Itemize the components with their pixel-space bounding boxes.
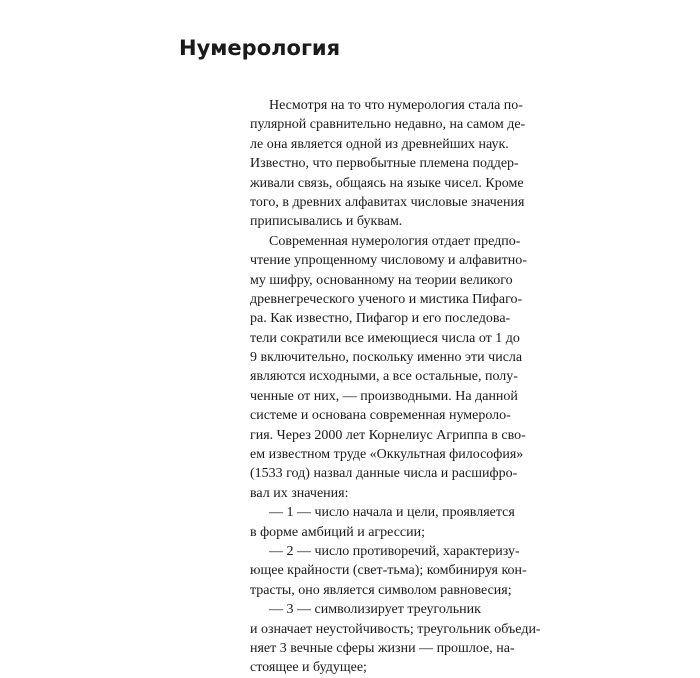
text-line: ченные от них, — производными. На данной: [250, 388, 518, 404]
text-line: чтение упрощенному числовому и алфавитно-: [250, 253, 527, 269]
text-line: живали связь, общаясь на языке чисел. Кроме: [250, 175, 524, 191]
text-line: 9 включительно, поскольку именно эти числа: [250, 350, 523, 366]
text-line: — 1 — число начала и цели, проявляется: [269, 505, 515, 521]
text-line: Известно, что первобытные племена поддер-: [250, 156, 519, 172]
text-line: в форме амбиций и агрессии;: [250, 524, 426, 540]
text-line: и означает неустойчивость; треугольник объеди-: [250, 621, 541, 637]
text-line: являются исходными, а все остальные, полу-: [250, 369, 518, 385]
chapter-title: Нумерология: [179, 36, 341, 60]
paragraph: [250, 542, 527, 600]
text-line: — 3 — символизирует треугольник: [269, 602, 481, 618]
text-line: трасты, оно является символом равновесия;: [250, 582, 512, 598]
paragraph: [250, 96, 526, 232]
text-line: Современная нумерология отдает предпо-: [269, 233, 521, 249]
text-line: тели сократили все имеющиеся числа от 1 до: [250, 330, 520, 346]
text-line: пулярной сравнительно недавно, на самом де-: [250, 117, 526, 133]
text-line: Несмотря на то что нумерология стала по-: [269, 98, 523, 113]
paragraph: [250, 503, 515, 542]
text-line: гия. Через 2000 лет Корнелиус Агриппа в сво-: [250, 427, 526, 443]
paragraph: [250, 232, 527, 503]
paragraph: [250, 600, 541, 678]
text-line: няет 3 вечные сферы жизни — прошлое, на-: [250, 640, 515, 656]
body-text: [250, 96, 541, 678]
text-line: (1533 год) назвал данные числа и расшифро-: [250, 466, 518, 482]
text-line: — 2 — число противоречий, характеризу-: [269, 543, 520, 559]
text-line: му шифру, основанному на теории великого: [250, 272, 513, 288]
text-line: вал их значения:: [250, 485, 349, 501]
text-line: ле она является одной из древнейших наук.: [250, 136, 509, 152]
text-line: ем известном труде «Оккультная философия»: [250, 447, 524, 463]
text-line: того, в древних алфавитах числовые значения: [250, 194, 525, 210]
text-line: стоящее и будущее;: [250, 660, 367, 676]
text-line: ра. Как известно, Пифагор и его последова-: [250, 311, 511, 327]
text-line: древнегреческого ученого и мистика Пифаго-: [250, 291, 523, 307]
text-line: ющее крайности (свет-тьма); комбинируя кон-: [250, 563, 527, 579]
text-line: приписывались и буквам.: [250, 214, 403, 230]
text-line: системе и основана современная нумероло-: [250, 408, 511, 424]
